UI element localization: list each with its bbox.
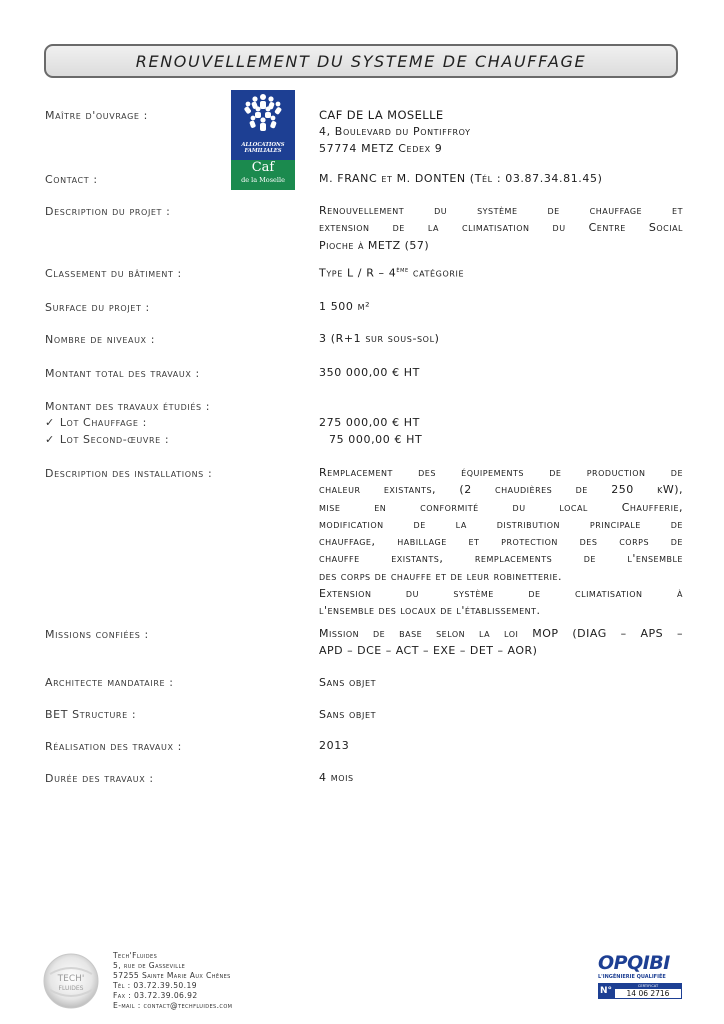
checkmark-icon: ✓ — [45, 433, 55, 446]
page-title-box — [44, 44, 678, 78]
description-line: Renouvellement du système de chauffage et — [319, 204, 683, 217]
installations-line: mise en conformité du local Chaufferie, — [319, 500, 683, 514]
value-bet-structure: Sans objet — [319, 708, 377, 721]
value-surface: 1 500 m² — [319, 300, 371, 313]
footer-email: E-mail : contact@techfluides.com — [113, 1000, 233, 1010]
footer-tel: Tél : 03.72.39.50.19 — [113, 980, 197, 990]
installations-line: des corps de chauffe et de leur robinetterie. — [319, 569, 562, 583]
missions-line: APD – DCE – ACT – EXE – DET – AOR) — [319, 644, 538, 658]
value-realisation: 2013 — [319, 739, 350, 752]
techfluides-logo-line1: TECH' — [57, 974, 85, 984]
label-contact: Contact : — [45, 173, 98, 186]
caf-logo — [231, 90, 295, 190]
installations-line: chaleur existants, (2 chaudières de 250 kW), — [319, 483, 683, 497]
page-title: RENOUVELLEMENT DU SYSTEME DE CHAUFFAGE — [135, 51, 587, 71]
label-surface: Surface du projet : — [45, 301, 150, 314]
caf-logo-caf: Caf — [251, 160, 275, 175]
opqibi-cert-label: CERTIFICAT — [615, 984, 681, 989]
value-architecte: Sans objet — [319, 676, 377, 689]
opqibi-name: OPQIBI — [598, 952, 670, 974]
value-description-installations — [319, 464, 683, 620]
installations-line: chauffe existants, remplacements de l'ensemble — [319, 552, 683, 566]
footer-fax: Fax : 03.72.39.06.92 — [113, 990, 198, 1000]
description-line: extension de la climatisation du Centre Social — [319, 221, 683, 235]
value-description-projet — [319, 202, 683, 254]
value-contact: M. FRANC et M. DONTEN (Tél : 03.87.34.81.45) — [319, 172, 603, 185]
installations-line: l'ensemble des locaux de l'établissement. — [319, 604, 541, 618]
label-duree: Durée des travaux : — [45, 772, 154, 785]
installations-line: modification de la distribution principale de — [319, 517, 683, 531]
opqibi-no: N° — [598, 983, 614, 999]
label-niveaux: Nombre de niveaux : — [45, 333, 156, 346]
value-maitre-address: 4, Boulevard du Pontiffroy — [319, 125, 471, 138]
value-niveaux: 3 (R+1 sur sous-sol) — [319, 332, 440, 345]
techfluides-logo-line2: FLUIDES — [58, 985, 84, 992]
value-lot-chauffage: 275 000,00 € HT — [319, 416, 420, 429]
label-montant-etudies: Montant des travaux étudiés : — [45, 400, 211, 413]
description-line: Pioche à METZ (57) — [319, 238, 430, 252]
label-lot-second-oeuvre — [45, 433, 169, 446]
caf-logo-line1: ALLOCATIONS — [241, 142, 285, 148]
opqibi-cert-box — [614, 983, 682, 999]
label-description-projet: Description du projet : — [45, 205, 171, 218]
value-montant-total: 350 000,00 € HT — [319, 366, 420, 379]
opqibi-cert-number: 14 06 2716 — [626, 989, 670, 998]
installations-line: Extension du système de climatisation à — [319, 587, 683, 601]
label-missions: Missions confiées : — [45, 628, 149, 641]
techfluides-logo — [42, 952, 100, 1010]
value-missions — [319, 625, 683, 660]
value-maitre-name: CAF DE LA MOSELLE — [319, 108, 444, 122]
label-description-installations: Description des installations : — [45, 467, 213, 480]
family-figures-icon — [231, 90, 295, 138]
value-lot-second-oeuvre: 75 000,00 € HT — [329, 433, 423, 446]
label-maitre-ouvrage: Maître d'ouvrage : — [45, 109, 148, 122]
lot-second-oeuvre-text: Lot Second-œuvre : — [59, 433, 170, 446]
caf-logo-line2: FAMILIALES — [244, 148, 282, 154]
value-duree: 4 mois — [319, 771, 354, 784]
installations-line: Remplacement des équipements de production de — [319, 466, 683, 479]
checkmark-icon: ✓ — [45, 416, 55, 429]
label-lot-chauffage — [45, 416, 147, 429]
techfluides-circle-icon — [42, 952, 100, 1010]
installations-line: chauffage, habillage et protection des corps de — [319, 535, 683, 549]
label-montant-total: Montant total des travaux : — [45, 367, 200, 380]
footer-company: Tech'Fluides — [113, 951, 158, 960]
value-maitre-city: 57774 METZ Cedex 9 — [319, 142, 443, 155]
opqibi-tagline: L'INGÉNIERIE QUALIFIÉE — [598, 974, 666, 980]
classement-suffix: catégorie — [408, 266, 465, 280]
footer-company-info — [113, 951, 232, 1010]
classement-sup: ème — [396, 266, 409, 274]
caf-logo-af-text — [231, 142, 295, 154]
value-classement — [319, 266, 464, 280]
opqibi-certificate — [598, 983, 682, 999]
caf-logo-moselle: de la Moselle — [241, 176, 285, 184]
label-classement: Classement du bâtiment : — [45, 267, 182, 280]
opqibi-certification-logo — [598, 953, 682, 1005]
caf-logo-top — [231, 90, 295, 160]
footer-address1: 5, rue de Gasseville — [113, 960, 186, 970]
lot-chauffage-text: Lot Chauffage : — [59, 416, 147, 429]
label-realisation: Réalisation des travaux : — [45, 740, 182, 753]
classement-prefix: Type L / R – 4 — [319, 266, 397, 280]
label-architecte: Architecte mandataire : — [45, 676, 174, 689]
footer-address2: 57255 Sainte Marie Aux Chênes — [113, 970, 231, 980]
caf-logo-bottom — [231, 160, 295, 190]
label-bet-structure: BET Structure : — [45, 708, 137, 721]
missions-line: Mission de base selon la loi MOP (DIAG – APS – — [319, 627, 683, 640]
